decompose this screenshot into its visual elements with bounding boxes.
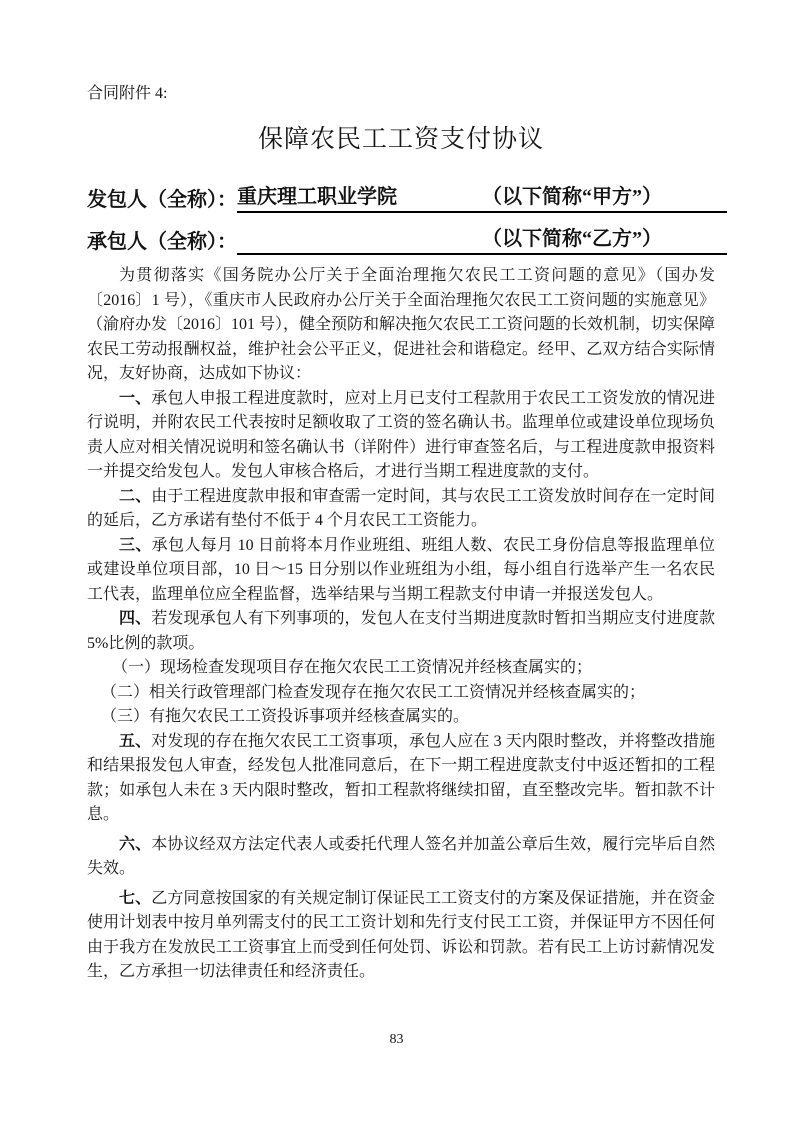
contractor-fill-line: [237, 226, 727, 255]
clause-subitem: （二）相关行政管理部门检查发现存在拖欠农民工工资情况并经核查属实的；: [101, 683, 646, 701]
clause-paragraph: [87, 387, 715, 485]
clause-paragraph: [87, 607, 715, 656]
clause-number: 一、: [119, 389, 152, 407]
employer-label: 发包人（全称）：: [87, 189, 237, 211]
contractor-alias: （以下简称“乙方”）: [482, 228, 662, 250]
clause-text: 乙方同意按国家的有关规定制订保证民工工资支付的方案及保证措施，并在资金使用计划表中按月单列需支付的民工工资计划和先行支付民工工资，并保证甲方不因任何由于我方在发放民工工资事宜上而受到任何处罚、诉讼和罚款。若有民工上访讨薪情况发生，乙方承担一切法律责任和经济责任。: [87, 889, 715, 980]
parties-section: [87, 184, 727, 268]
party-row-contractor: [87, 226, 727, 255]
clause-text: 对发现的存在拖欠农民工工资事项，承包人应在 3 天内限时整改，并将整改措施和结果报发包人审查，经发包人批准同意后，在下一期工程进度款支付中返还暂扣的工程款；如承包人未在 3 天内限时整改，暂扣工程款将继续扣留，直至整改完毕。暂扣款不计息。: [87, 732, 715, 823]
attachment-label: 合同附件 4:: [87, 85, 168, 102]
employer-fill-line: [237, 184, 727, 213]
document-body: [87, 264, 715, 985]
clause-text: 承包人申报工程进度款时，应对上月已支付工程款用于农民工工资发放的情况进行说明，并附农民工代表按时足额收取了工资的签名确认书。监理单位或建设单位现场负责人应对相关情况说明和签名确认书（详附件）进行审查签名后，与工程进度款申报资料一并提交给发包人。发包人审核合格后，才进行当期工程进度款的支付。: [87, 389, 715, 480]
clause-paragraph: [87, 833, 715, 882]
clause-number: 二、: [119, 487, 152, 505]
page-number: 83: [389, 1032, 404, 1047]
clause-paragraph: [87, 534, 715, 608]
clause-number: 六、: [119, 835, 152, 853]
document-title: 保障农民工工资支付协议: [257, 126, 544, 153]
clause-number: 七、: [119, 889, 152, 907]
party-row-employer: [87, 184, 727, 213]
employer-alias: （以下简称“甲方”）: [482, 186, 662, 208]
preamble-paragraph: 为贯彻落实《国务院办公厅关于全面治理拖欠农民工工资问题的意见》（国办发〔2016〕1 号），《重庆市人民政府办公厅关于全面治理拖欠农民工工资问题的实施意见》（渝府办发〔2016〕101 号），健全预防和解决拖欠农民工工资问题的长效机制，切实保障农民工劳动报酬权益，维护社会公平正义，促进社会和谐稳定。经甲、乙双方结合实际情况，友好协商，达成如下协议：: [87, 267, 716, 382]
employer-name: 重庆理工职业学院: [237, 186, 397, 208]
clause-text: 若发现承包人有下列事项的，发包人在支付当期进度款时暂扣当期应支付进度款5%比例的款项。: [87, 610, 715, 652]
clause-number: 四、: [119, 610, 152, 627]
clause-text: 承包人每月 10 日前将本月作业班组、班组人数、农民工身份信息等报监理单位或建设单位项目部，10 日～15 日分别以作业班组为小组，每小组自行选举产生一名农民工代表，监理单位应全程监督，选举结果与当期工程款支付申请一并报送发包人。: [87, 536, 715, 603]
clause-text: 由于工程进度款申报和审查需一定时间，其与农民工工资发放时间存在一定时间的延后，乙方承诺有垫付不低于 4 个月农民工工资能力。: [87, 487, 715, 529]
clause-text: 本协议经双方法定代表人或委托代理人签名并加盖公章后生效，履行完毕后自然失效。: [87, 835, 715, 877]
contractor-label: 承包人（全称）：: [87, 231, 237, 253]
clause-paragraph: [87, 887, 715, 985]
clause-list: [87, 387, 715, 985]
clause-subitem: （三）有拖欠农民工工资投诉事项并经核查属实的。: [101, 708, 470, 725]
clause-paragraph: [87, 730, 715, 828]
clause-number: 三、: [119, 536, 152, 554]
clause-number: 五、: [119, 732, 152, 750]
clause-paragraph: [87, 485, 715, 534]
clause-subitem: （一）现场检查发现项目存在拖欠农民工工资情况并经核查属实的；: [112, 659, 593, 676]
